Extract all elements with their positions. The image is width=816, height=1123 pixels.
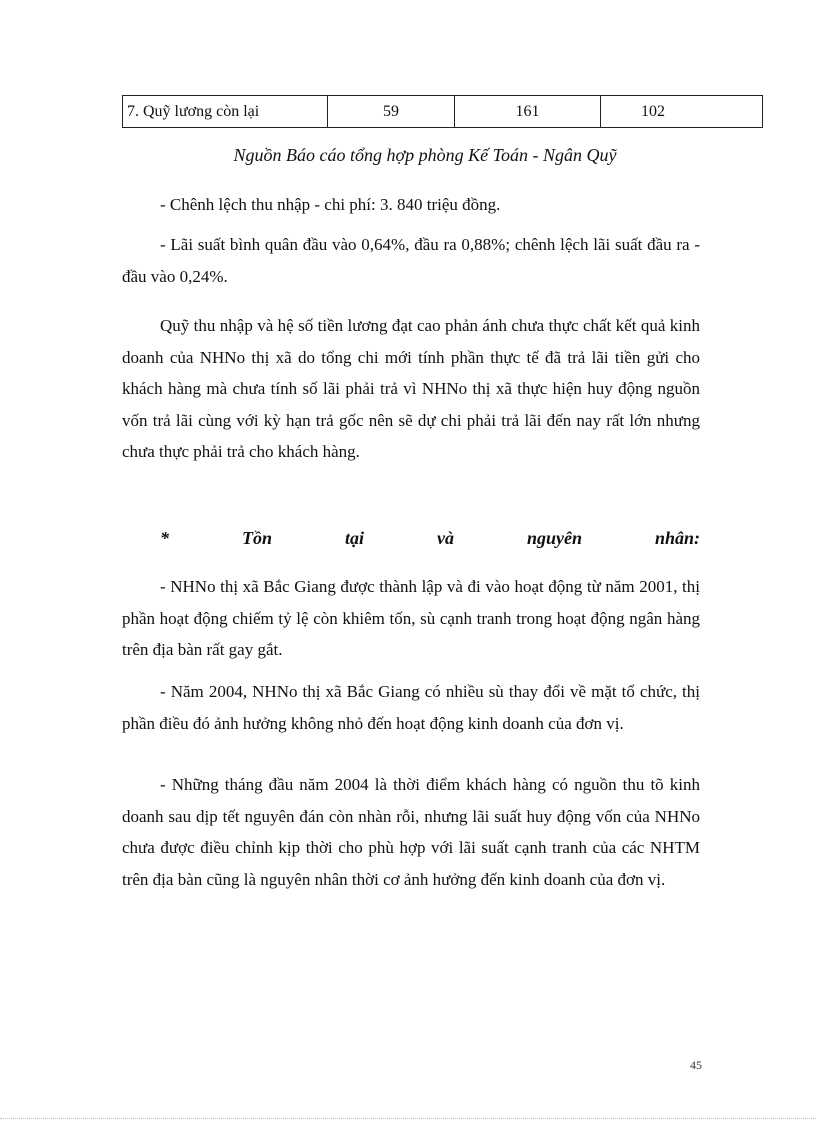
heading-word: và [436, 528, 454, 548]
table-row [123, 96, 763, 128]
paragraph-income-gap: - Chênh lệch thu nhập - chi phí: 3. 840 triệu đồng. [160, 195, 501, 214]
paragraph-interest-rate: - Lãi suất bình quân đầu vào 0,64%, đầu ra 0,88%; chênh lệch lãi suất đầu ra - đầu vào 0,24%. [122, 235, 700, 286]
value-cell-1: 59 [328, 96, 455, 128]
paragraph-founding: - NHNo thị xã Bắc Giang được thành lập và đi vào hoạt động từ năm 2001, thị phần hoạt động chiếm tỷ lệ còn khiêm tốn, sù cạnh tranh trong hoạt động ngân hàng trên địa bàn rất gay gắt. [122, 577, 700, 659]
heading-word: nhân: [654, 528, 700, 548]
page-number: 45 [690, 1058, 702, 1072]
heading-word: tại [344, 528, 364, 548]
summary-table [122, 95, 763, 128]
page-bottom-divider [0, 1118, 816, 1119]
paragraph-2004-changes: - Năm 2004, NHNo thị xã Bắc Giang có nhiều sù thay đổi về mặt tổ chức, thị phần điều đó ảnh hưởng không nhỏ đến hoạt động kinh doanh của đơn vị. [122, 682, 700, 733]
row-label-cell: 7. Quỹ lương còn lại [123, 96, 328, 128]
heading-word: nguyên [526, 528, 582, 548]
value-cell-2: 161 [455, 96, 601, 128]
heading-word: * [160, 528, 169, 548]
paragraph-early-2004: - Những tháng đầu năm 2004 là thời điểm khách hàng có nguồn thu tõ kinh doanh sau dịp tết nguyên đán còn nhàn rỗi, nhưng lãi suất huy động vốn của NHNo chưa được điều chỉnh kịp thời cho phù hợp với lãi suất cạnh tranh của các NHTM trên địa bàn cũng là nguyên nhân thời cơ ảnh hưởng đến kinh doanh của đơn vị. [122, 775, 700, 889]
section-heading [160, 528, 700, 549]
heading-word: Tồn [241, 528, 272, 548]
value-cell-3: 102 [601, 96, 763, 128]
paragraph-income-fund: Quỹ thu nhập và hệ số tiền lương đạt cao phản ánh chưa thực chất kết quả kinh doanh của NHNo thị xã do tổng chi mới tính phần thực tế đã trả lãi tiền gửi cho khách hàng mà chưa tính số lãi phải trả vì NHNo thị xã thực hiện huy động nguồn vốn trả lãi cùng với kỳ hạn trả gốc nên sẽ dự chi phải trả lãi đến nay rất lớn nhưng chưa thực phải trả cho khách hàng. [122, 316, 700, 461]
source-note: Nguồn Báo cáo tổng hợp phòng Kế Toán - Ngân Quỹ [233, 145, 617, 165]
